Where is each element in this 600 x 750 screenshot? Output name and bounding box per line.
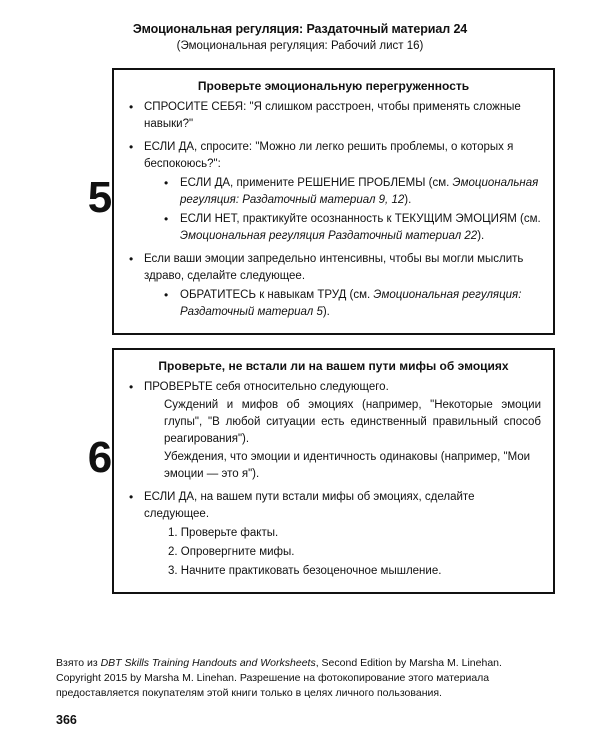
- handout-title: Эмоциональная регуляция: Раздаточный материал 24: [132, 22, 468, 36]
- bullet-icon: •: [129, 140, 134, 154]
- bullet-icon: •: [129, 490, 134, 504]
- sub-list-item: • ОБРАТИТЕСЬ к навыкам ТРУД (см. Эмоциональная регуляция: Раздаточный материал 5).: [164, 288, 522, 318]
- list-item: • ЕСЛИ ДА, спросите: "Можно ли легко решить проблемы, о которых я беспокоюсь?": • ЕСЛИ ДА, примените РЕШЕНИЕ ПРОБЛЕМЫ (см. Эмоциональная регуляция: Раздаточный материал 9, 12). • ЕСЛИ НЕТ, практикуйте осознанность к ТЕКУЩИМ ЭМОЦИЯМ (см. Эмоциональная регуляция Раздаточный материал 22).: [126, 139, 541, 245]
- bullet-icon: •: [129, 252, 134, 266]
- bullet-icon: •: [129, 100, 134, 114]
- copyright-footer: Взято из DBT Skills Training Handouts and Worksheets, Second Edition by Marsha M. Linehan. Copyright 2015 by Marsha M. Linehan. Разрешение на фотокопирование этого материала предоставляется покупателям этой книги только в целях личного пользования.: [56, 657, 502, 699]
- section-6-box: [112, 348, 555, 594]
- section-5-list: [126, 99, 541, 321]
- steps-list: [144, 525, 541, 580]
- section-number-6: 6: [87, 433, 113, 482]
- bullet-icon: •: [164, 212, 169, 226]
- section-6-heading: Проверьте, не встали ли на вашем пути мифы об эмоциях: [158, 359, 509, 373]
- step-item: 1. Проверьте факты.: [168, 527, 279, 539]
- section-5-box: [112, 68, 555, 335]
- section-6-list: [126, 379, 541, 580]
- list-item: • ЕСЛИ ДА, на вашем пути встали мифы об эмоциях, сделайте следующее. 1. Проверьте факты. 2. Опровергните мифы. 3. Начните практиковать безоценочное мышление.: [126, 489, 541, 580]
- section-number-5: 5: [87, 173, 113, 222]
- list-item: • ПРОВЕРЬТЕ себя относительно следующего. Суждений и мифов об эмоциях (например, "Некоторые эмоции глупы", "В любой ситуации есть единственный правильный способ реагирования"). Убеждения, что эмоции и идентичность одинаковы (например, "Мои эмоции — это я").: [126, 379, 541, 483]
- step-item: 2. Опровергните мифы.: [168, 546, 295, 558]
- bullet-icon: •: [164, 288, 169, 302]
- list-item: • СПРОСИТЕ СЕБЯ: "Я слишком расстроен, чтобы применять сложные навыки?": [129, 100, 521, 130]
- list-item: • Если ваши эмоции запредельно интенсивны, чтобы вы могли мыслить здраво, сделайте следующее. • ОБРАТИТЕСЬ к навыкам ТРУД (см. Эмоциональная регуляция: Раздаточный материал 5).: [126, 251, 541, 321]
- sub-list-item: • ЕСЛИ ДА, примените РЕШЕНИЕ ПРОБЛЕМЫ (см. Эмоциональная регуляция: Раздаточный материал 9, 12).: [164, 176, 539, 206]
- page-number: 366: [56, 713, 77, 727]
- bullet-icon: •: [164, 176, 169, 190]
- paragraph: Суждений и мифов об эмоциях (например, "Некоторые эмоции глупы", "В любой ситуации есть единственный правильный способ реагирования").: [164, 399, 541, 445]
- section-5-heading: Проверьте эмоциональную перегруженность: [197, 79, 470, 93]
- handout-subtitle: (Эмоциональная регуляция: Рабочий лист 16): [176, 40, 424, 52]
- step-item: 3. Начните практиковать безоценочное мышление.: [168, 565, 442, 577]
- paragraph: Убеждения, что эмоции и идентичность одинаковы (например, "Мои эмоции — это я").: [164, 451, 531, 480]
- sub-list-item: • ЕСЛИ НЕТ, практикуйте осознанность к ТЕКУЩИМ ЭМОЦИЯМ (см. Эмоциональная регуляция Раздаточный материал 22).: [164, 212, 541, 242]
- bullet-icon: •: [129, 380, 134, 394]
